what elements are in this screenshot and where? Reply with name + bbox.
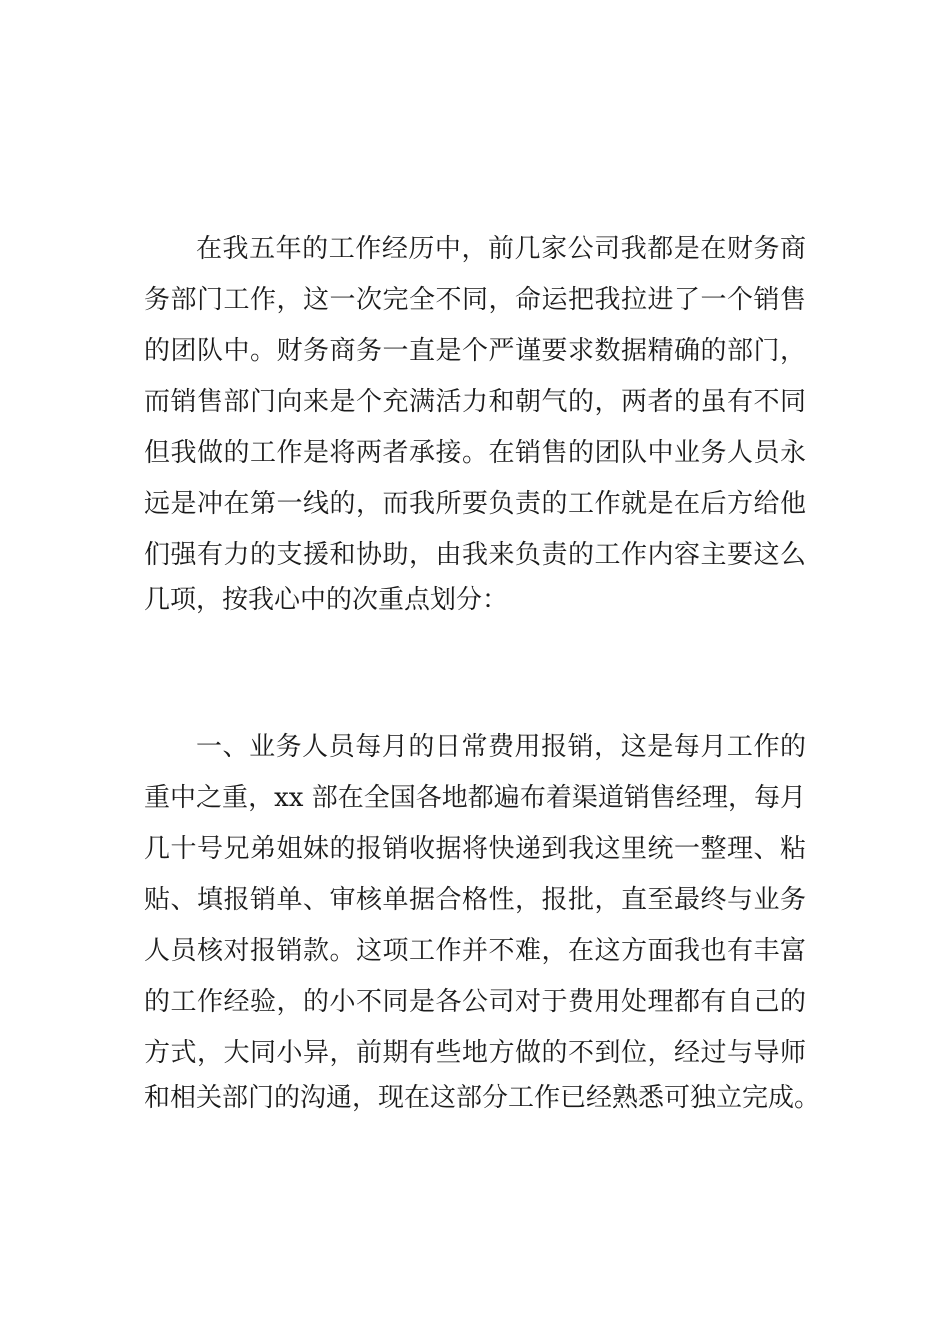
paragraph-line: 们强有力的支援和协助，由我来负责的工作内容主要这么: [144, 540, 806, 570]
paragraph-line: 和相关部门的沟通，现在这部分工作已经熟悉可独立完成。: [144, 1083, 821, 1113]
paragraph-line: 几项，按我心中的次重点划分：: [144, 585, 509, 615]
paragraph-line: 而销售部门向来是个充满活力和朝气的，两者的虽有不同: [144, 387, 806, 417]
paragraph-line: 务部门工作，这一次完全不同，命运把我拉进了一个销售: [144, 285, 806, 315]
paragraph-line: 贴、填报销单、审核单据合格性，报批，直至最终与业务: [144, 885, 806, 915]
paragraph-line: 的团队中。财务商务一直是个严谨要求数据精确的部门，: [144, 336, 806, 366]
paragraph-line: 远是冲在第一线的，而我所要负责的工作就是在后方给他: [144, 489, 806, 519]
paragraph-line: 几十号兄弟姐妹的报销收据将快递到我这里统一整理、粘: [144, 834, 806, 864]
paragraph-line: 在我五年的工作经历中，前几家公司我都是在财务商: [196, 234, 806, 264]
paragraph-line: 方式，大同小异，前期有些地方做的不到位，经过与导师: [144, 1038, 806, 1068]
paragraph-line: 一、业务人员每月的日常费用报销，这是每月工作的: [196, 732, 806, 762]
paragraph-line: 的工作经验，的小不同是各公司对于费用处理都有自己的: [144, 987, 806, 1017]
paragraph-line: 人员核对报销款。这项工作并不难，在这方面我也有丰富: [144, 936, 806, 966]
paragraph-line: 但我做的工作是将两者承接。在销售的团队中业务人员永: [144, 438, 806, 468]
paragraph-line: 重中之重，xx 部在全国各地都遍布着渠道销售经理，每月: [144, 783, 806, 813]
